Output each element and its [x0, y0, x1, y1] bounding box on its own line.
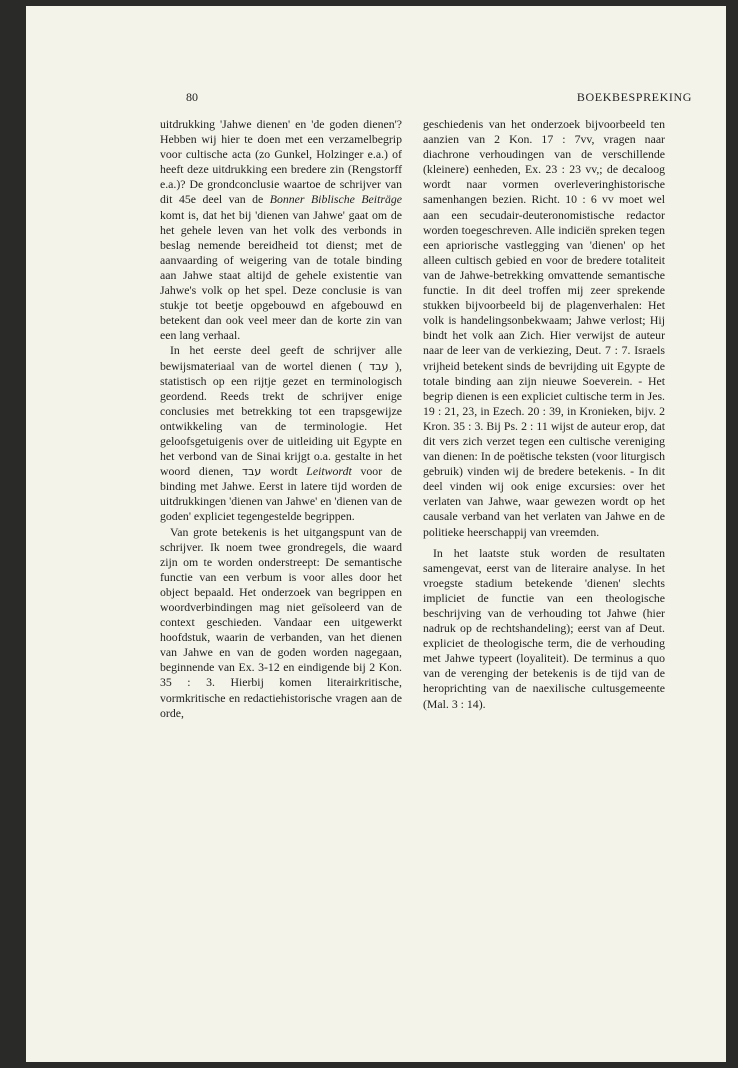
- right-paragraph-1: geschiedenis van het onderzoek bijvoorbeeld ten aanzien van 2 Kon. 17 : 7vv, vragen naar diachrone verhoudingen van de verschillende (kleinere) eenheden, Ex. 23 : 23 vv,; de decaloog wordt naar vormen overleveringhistorische samenhangen bezien. Richt. 10 : 6 vv moet wel aan een secudair-deuteronomistische redactor worden toegeschreven. Alle indiciën spreken tegen een apriorische vastlegging van 'dienen' op het alleen cultisch gebied en voor de bredere totaliteit van de Jahwe-betrekking omvattende semantische functie. In dit deel troffen mij zeer sprekende stukken bijvoorbeeld bij de plagenverhalen: Het volk is handelingsonbekwaam; Jahwe verlost; Hij bindt het volk aan Zich. Hier verwijst de auteur naar de leer van de verkiezing, Deut. 7 : 7. Israels vrijheid betekent sinds de bevrijding uit Egypte de totale binding aan zijn nieuwe Soeverein. - Het begrip dienen is een expliciet cultische term in Jes. 19 : 21, 23, in Ezech. 20 : 39, in Kronieken, bijv. 2 Kron. 35 : 3. Bij Ps. 2 : 11 wijst de auteur erop, dat dit vers zich verzet tegen een cultische vereniging van dienen: In de poëtische teksten (voor liturgisch gebruik) vinden wij de bredere betekenis. - In dit deel vinden wij ook enige excursies: over het verlaten van Jahwe, waar gewezen wordt op het causale verband van het verlaten van Jahwe en de politieke heerschappij van vreemden.: [423, 117, 665, 539]
- text-run: wordt: [261, 464, 307, 479]
- right-paragraph-2: In het laatste stuk worden de resultaten samengevat, eerst van de literaire analyse. In het vroegste stadium betekende 'dienen' slechts impliciet de functie van een theologische beschrijving van de verhouding tot Jahwe (hier nadruk op de rechtshandeling); eerst van af Deut. expliciet de theologische term, die de verhouding met Jahwe typeert (loyaliteit). De terminus a quo van de verenging der betekenis is de tijd van de heroprichting van de naexilische cultusgemeente (Mal. 3 : 14).: [423, 545, 665, 711]
- text-run: komt is, dat het bij 'dienen van Jahwe' gaat om de het gehele leven van het volk des verbonds in beslag nemende bereidheid tot dienst; met de aanvaarding of weigering van de totale binding aan Jahwe staat altijd de gehele existentie van Jahwe's volk op het spel. Deze conclusie is van stukje tot beetje opgebouwd en afgebouwd en betekent dan ook veel meer dan de korte zin van een lang verhaal.: [160, 207, 402, 343]
- series-title: Bonner Biblische Beiträge: [269, 192, 402, 207]
- text-run: voor de binding met Jahwe. Eerst in latere tijd worden de uitdrukkingen 'dienen van Jahwe' en 'dienen van de goden' expliciet tegengestelde begrippen.: [160, 464, 402, 524]
- left-paragraph-2: [160, 343, 402, 524]
- left-paragraph-3: Van grote betekenis is het uitgangspunt van de schrijver. Ik noem twee grondregels, die waard zijn om te worden onderstreept: De semantische functie van een verbum is voor alles door het object bepaald. Het onderzoek van begrippen en woordverbindingen mag niet geïsoleerd van de context geschieden. Vandaar een uitgewerkt hoofdstuk, waarin de verbanden, van het dienen van Jahwe en van de goden worden nagegaan, beginnende van Ex. 3-12 en eindigende bij 2 Kon. 35 : 3. Hierbij komen literairkritische, vormkritische en redactiehistorische vragen aan de orde,: [160, 524, 402, 720]
- hebrew-word: עבד: [242, 465, 262, 479]
- page-header: [186, 90, 692, 108]
- left-paragraph-1: [160, 117, 402, 343]
- left-column: [160, 117, 402, 721]
- hebrew-word: עבד: [369, 359, 389, 373]
- page-number: 80: [186, 90, 198, 104]
- leitwort-term: Leitwordt: [306, 464, 352, 479]
- text-run: uitdrukking 'Jahwe dienen' en 'de goden dienen'? Hebben wij hier te doen met een verzamelbegrip voor cultische acta (zo Gunkel, Holzinger e.a.) of heeft deze uitdrukking een bredere zin (Rengstorff e.a.)? De grondconclusie waartoe de schrijver van dit 45e deel van de: [160, 117, 402, 207]
- right-column: [423, 117, 665, 712]
- text-run: ), statistisch op een rijtje gezet en terminologisch geordend. Reeds trekt de schrijver enige conclusies met betrekking tot een trapsgewijze ontwikkeling van de terminologie. Het geloofsgetuigenis over de uitleiding uit Egypte en het verbond van de Sinai krijgt o.a. gestalte in het woord dienen,: [160, 358, 402, 479]
- text-run: In het eerste deel geeft de schrijver alle bewijsmateriaal van de wortel dienen (: [160, 343, 402, 373]
- running-title: BOEKBESPREKING: [576, 90, 692, 104]
